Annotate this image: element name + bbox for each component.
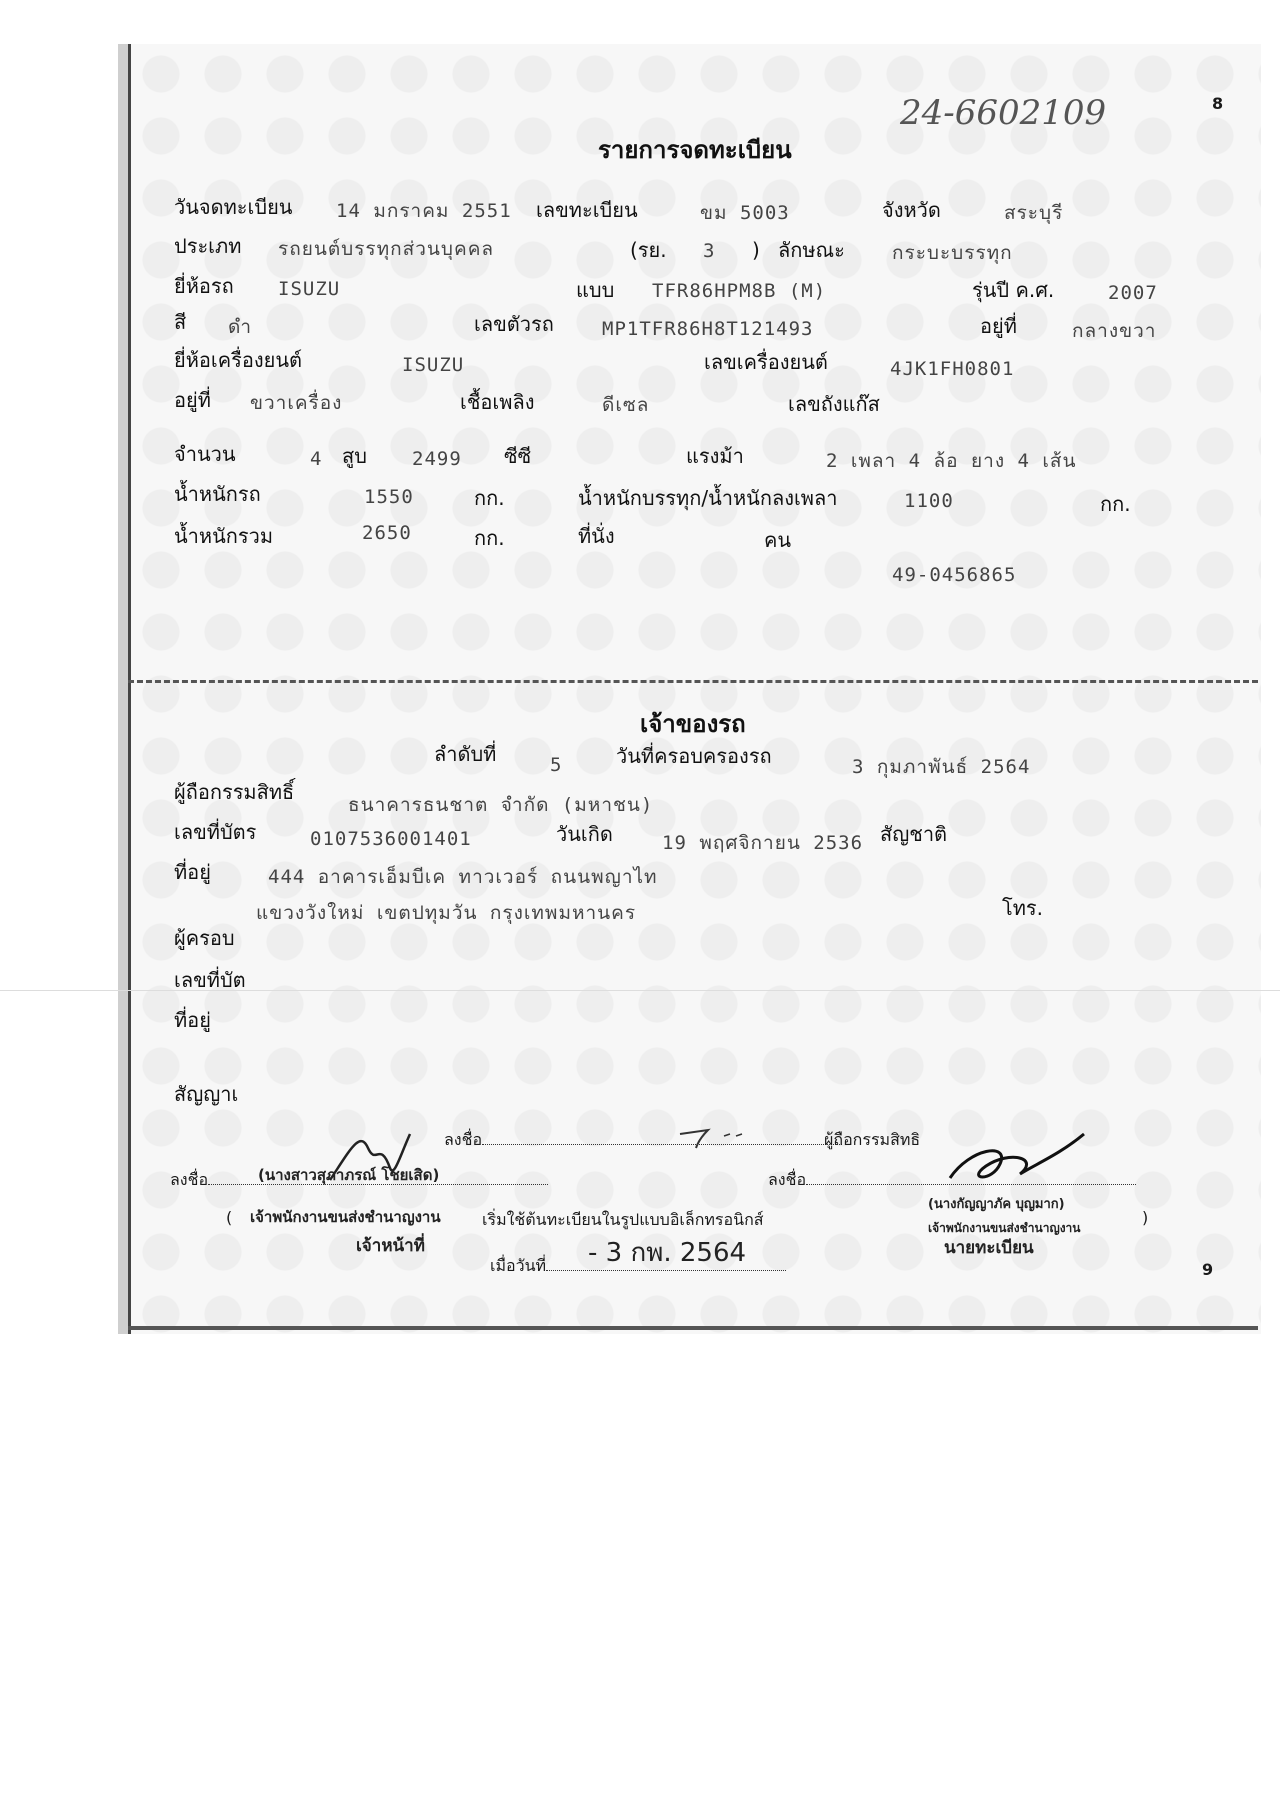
- electronic-registration-note: เริ่มใช้ต้นทะเบียนในรูปแบบอิเล็กทรอนิกส์: [482, 1210, 764, 1229]
- brand-label: ยี่ห้อรถ: [174, 274, 234, 298]
- reg-date-value: 14 มกราคม 2551: [336, 200, 512, 222]
- chassis-value: MP1TFR86H8T121493: [602, 318, 814, 340]
- engine-brand-label: ยี่ห้อเครื่องยนต์: [174, 348, 303, 372]
- plate-label: เลขทะเบียน: [536, 198, 638, 222]
- birth-date-label: วันเกิด: [556, 822, 613, 846]
- gross-weight-label: น้ำหนักรวม: [174, 524, 274, 548]
- registrar-signature: [940, 1128, 1090, 1192]
- tear-line: [128, 680, 1258, 683]
- registrar-position-close-paren: ): [1142, 1208, 1149, 1227]
- engine-location-value: ขวาเครื่อง: [250, 392, 343, 414]
- possessor-id-label: เลขที่บัต: [174, 968, 246, 992]
- cc-value: 2499: [412, 448, 462, 470]
- possessor-label: ผู้ครอบ: [174, 926, 235, 950]
- officer-position-open-paren: (: [226, 1208, 233, 1227]
- requester-sign-line: [482, 1144, 842, 1145]
- issue-date-label: เมื่อวันที่: [490, 1256, 547, 1275]
- page-bottom-edge: [128, 1326, 1258, 1330]
- registrar-position-stamp: เจ้าพนักงานขนส่งชำนาญงาน: [928, 1221, 1081, 1235]
- vehicle-type-value: รถยนต์บรรทุกส่วนบุคคล: [278, 238, 495, 260]
- style-value: กระบะบรรทุก: [892, 242, 1013, 264]
- fuel-value: ดีเซล: [602, 394, 650, 416]
- owner-section-title: เจ้าของรถ: [640, 709, 746, 738]
- registrar-name-stamp: (นางกัญญาภัค บุญมาก): [928, 1197, 1065, 1212]
- horsepower-label: แรงม้า: [686, 444, 744, 468]
- ry-value: 3: [703, 240, 716, 262]
- officer-sign-label: ลงชื่อ: [170, 1170, 209, 1189]
- load-weight-unit: กก.: [1100, 492, 1131, 516]
- officer-sign-line: [208, 1184, 548, 1185]
- address-label: ที่อยู่: [174, 860, 211, 884]
- vehicle-weight-unit: กก.: [474, 486, 505, 510]
- requester-sign-label: [444, 1132, 842, 1148]
- requester-role: ผู้ถือกรรมสิทธิ: [824, 1130, 921, 1149]
- vehicle-type-label: ประเภท: [174, 234, 242, 258]
- brand-value: ISUZU: [278, 278, 341, 300]
- seats-unit: คน: [764, 528, 792, 552]
- gross-weight-value: 2650: [362, 522, 412, 544]
- id-card-label: เลขที่บัตร: [174, 820, 257, 844]
- order-value: 5: [550, 754, 563, 776]
- address-line-1: 444 อาคารเอ็มบีเค ทาวเวอร์ ถนนพญาไท: [268, 866, 658, 888]
- reg-date-label: วันจดทะเบียน: [174, 195, 293, 219]
- order-label: ลำดับที่: [434, 742, 497, 766]
- model-label: แบบ: [576, 278, 615, 302]
- contract-label: สัญญาเ: [174, 1082, 239, 1106]
- holder-label: ผู้ถือกรรมสิทธิ์: [174, 780, 295, 804]
- officer-position-stamp: เจ้าพนักงานขนส่งชำนาญงาน: [250, 1208, 441, 1226]
- model-value: TFR86HPM8B (M): [652, 280, 827, 302]
- engine-brand-value: ISUZU: [402, 354, 465, 376]
- engine-number-value: 4JK1FH0801: [890, 358, 1015, 380]
- ry-open: (รย.: [630, 238, 667, 262]
- count-value: 4: [310, 448, 323, 470]
- issue-date-line: [546, 1270, 786, 1271]
- axle-value: 2 เพลา 4 ล้อ ยาง 4 เส้น: [826, 450, 1077, 472]
- seats-label: ที่นั่ง: [578, 524, 615, 548]
- possessor-address-label: ที่อยู่: [174, 1008, 211, 1032]
- requester-sign-text: ลงชื่อ: [444, 1130, 483, 1149]
- load-weight-value: 1100: [904, 490, 954, 512]
- chassis-location-value: กลางขวา: [1072, 320, 1157, 342]
- engine-location-label: อยู่ที่: [174, 388, 211, 412]
- page-number-bottom: 9: [1202, 1260, 1214, 1279]
- holder-value: ธนาคารธนชาต จำกัด (มหาชน): [348, 794, 654, 816]
- page-number-top: 8: [1212, 94, 1224, 113]
- possession-date-label: วันที่ครอบครองรถ: [616, 744, 772, 768]
- telephone-label: โทร.: [1002, 896, 1044, 920]
- requester-signature: [678, 1126, 748, 1150]
- color-value: ดำ: [228, 316, 253, 338]
- nationality-label: สัญชาติ: [880, 822, 948, 846]
- fuel-label: เชื้อเพลิง: [460, 390, 535, 414]
- gross-weight-unit: กก.: [474, 526, 505, 550]
- cylinder-label: สูบ: [342, 444, 367, 468]
- load-weight-label: น้ำหนักบรรทุก/น้ำหนักลงเพลา: [578, 486, 838, 510]
- plate-value: ขม 5003: [700, 202, 790, 224]
- id-card-value: 0107536001401: [310, 828, 472, 850]
- chassis-location-label: อยู่ที่: [980, 314, 1017, 338]
- document-number: 49-0456865: [892, 564, 1017, 586]
- model-year-value: 2007: [1108, 282, 1158, 304]
- officer-role: เจ้าหน้าที่: [356, 1236, 425, 1256]
- vehicle-weight-value: 1550: [364, 486, 414, 508]
- chassis-label: เลขตัวรถ: [474, 312, 554, 336]
- model-year-label: รุ่นปี ค.ศ.: [972, 278, 1055, 302]
- page-title: รายการจดทะเบียน: [598, 135, 792, 164]
- possession-date-value: 3 กุมภาพันธ์ 2564: [852, 756, 1031, 778]
- ry-close: ): [752, 238, 760, 262]
- officer-name-stamp: (นางสาวสุภาภรณ์ โชยเสิด): [258, 1166, 440, 1184]
- style-label: ลักษณะ: [778, 238, 845, 262]
- handwritten-reference-number: 24-6602109: [900, 93, 1107, 133]
- vehicle-weight-label: น้ำหนักรถ: [174, 482, 261, 506]
- address-line-2: แขวงวังใหม่ เขตปทุมวัน กรุงเทพมหานคร: [256, 902, 637, 924]
- count-label: จำนวน: [174, 442, 236, 466]
- registrar-sign-label: ลงชื่อ: [768, 1170, 807, 1189]
- color-label: สี: [174, 310, 187, 334]
- province-value: สระบุรี: [1004, 202, 1064, 224]
- registrar-role: นายทะเบียน: [944, 1238, 1034, 1258]
- cc-label: ซีซี: [504, 444, 532, 468]
- engine-number-label: เลขเครื่องยนต์: [704, 350, 828, 374]
- gas-tank-label: เลขถังแก๊ส: [788, 392, 880, 416]
- birth-date-value: 19 พฤศจิกายน 2536: [662, 832, 864, 854]
- issue-date-stamp: - 3 กพ. 2564: [588, 1238, 747, 1268]
- province-label: จังหวัด: [882, 198, 941, 222]
